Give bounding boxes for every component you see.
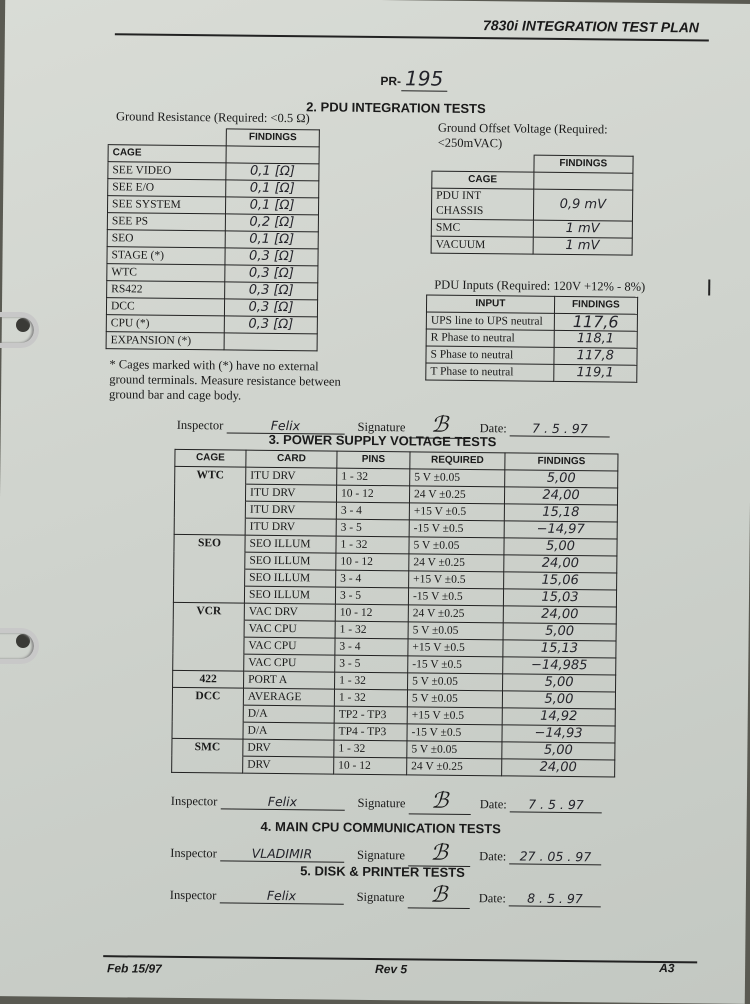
card-cell: VAC CPU: [244, 654, 335, 672]
cage-cell: SEE E/O: [108, 179, 226, 197]
ground-offset-table: [431, 154, 634, 256]
card-cell: ITU DRV: [245, 518, 336, 536]
cage-cell: DCC: [106, 298, 224, 316]
cage-cell: SEE PS: [107, 213, 225, 231]
pr-label: PR-: [380, 74, 402, 89]
required-cell: 5 V ±0.05: [410, 469, 505, 487]
cage-cell: [174, 568, 245, 586]
inspector-label: Inspector: [170, 845, 217, 861]
cage-cell: WTC: [107, 264, 225, 282]
input-cell: T Phase to neutral: [426, 363, 554, 381]
signature-label: Signature: [357, 795, 406, 811]
ground-offset-caption-2: <250mVAC): [437, 135, 503, 151]
pins-cell: 3 - 5: [336, 519, 409, 537]
cage-cell: [173, 585, 244, 603]
finding-cell: 0,2 [Ω]: [225, 214, 318, 232]
finding-cell: −14,97: [504, 521, 617, 539]
power-supply-table: [171, 449, 618, 778]
required-cell: -15 V ±0.5: [409, 520, 504, 538]
pins-cell: 1 - 32: [334, 689, 407, 707]
date-label: Date:: [479, 849, 507, 864]
finding-cell: 5,00: [503, 674, 616, 692]
signature-label: Signature: [357, 419, 406, 435]
card-cell: ITU DRV: [245, 484, 336, 502]
required-cell: 24 V ±0.25: [407, 758, 502, 776]
cage-cell: DCC: [172, 687, 243, 705]
binder-ring: [0, 628, 39, 664]
input-cell: UPS line to UPS neutral: [426, 312, 554, 330]
finding-cell: 0,9 mV: [533, 189, 633, 221]
card-cell: ITU DRV: [246, 467, 337, 485]
col-findings: FINDINGS: [533, 155, 633, 173]
table-row: [107, 264, 318, 283]
cage-cell: EXPANSION (*): [106, 332, 224, 350]
required-cell: +15 V ±0.5: [408, 639, 503, 657]
col-card: CARD: [246, 450, 337, 468]
ground-offset-caption: [438, 121, 608, 153]
pins-cell: 3 - 4: [336, 570, 409, 588]
table-row: [431, 188, 632, 221]
cage-cell: [174, 517, 245, 535]
finding-cell: 24,00: [503, 606, 616, 624]
pr-number: [380, 66, 447, 91]
pins-cell: 1 - 32: [335, 672, 408, 690]
col-cage: CAGE: [432, 171, 534, 189]
required-cell: +15 V ±0.5: [409, 571, 504, 589]
finding-cell: 24,00: [502, 759, 615, 777]
cage-cell: [172, 755, 243, 773]
date-value: 7 . 5 . 97: [510, 796, 602, 813]
date-value: 7 . 5 . 97: [510, 420, 610, 437]
col-required: REQUIRED: [410, 452, 505, 470]
pins-cell: 10 - 12: [334, 757, 407, 775]
table-row: [107, 247, 318, 266]
table-row: [107, 230, 318, 249]
finding-cell: 119,1: [553, 364, 637, 382]
pdu-inputs-caption: PDU Inputs (Required: 120V +12% - 8%): [434, 277, 646, 294]
cage-cell: CPU (*): [106, 315, 224, 333]
finding-cell: 118,1: [554, 330, 638, 348]
cage-cell: SEE VIDEO: [108, 162, 226, 180]
card-cell: VAC CPU: [244, 620, 335, 638]
footer-page: A3: [659, 961, 675, 976]
table-row: [107, 196, 318, 215]
signature-mark: ℬ: [408, 882, 470, 909]
card-cell: PORT A: [244, 671, 335, 689]
col-findings: FINDINGS: [505, 453, 618, 471]
card-cell: AVERAGE: [243, 688, 334, 706]
required-cell: 24 V ±0.25: [409, 554, 504, 572]
required-cell: -15 V ±0.5: [408, 656, 503, 674]
date-label: Date:: [478, 891, 506, 906]
date-value: 27 . 05 . 97: [509, 848, 601, 865]
card-cell: SEO ILLUM: [244, 586, 335, 604]
finding-cell: 0,1 [Ω]: [226, 163, 319, 181]
required-cell: 5 V ±0.05: [408, 622, 503, 640]
inspector-label: Inspector: [170, 793, 218, 809]
date-value: 8 . 5 . 97: [509, 890, 601, 907]
cage-note: [109, 357, 341, 404]
inspector-name: Felix: [220, 793, 344, 810]
cage-cell: SMC: [431, 219, 533, 237]
table-row: [426, 329, 637, 348]
cage-cell: [173, 619, 244, 637]
pins-cell: 3 - 5: [335, 587, 408, 605]
finding-cell: 0,1 [Ω]: [225, 231, 318, 249]
finding-cell: 117,6: [554, 313, 638, 331]
col-findings: FINDINGS: [554, 296, 638, 314]
col-pins: PINS: [337, 451, 410, 469]
col-cage: CAGE: [108, 145, 226, 163]
finding-cell: 5,00: [502, 691, 615, 709]
table-row: [107, 281, 318, 300]
pins-cell: 3 - 4: [336, 502, 409, 520]
finding-cell: 15,06: [504, 572, 617, 590]
table-row: [108, 162, 319, 181]
card-cell: DRV: [243, 739, 334, 757]
margin-mark: [708, 279, 710, 295]
pdu-inputs-rows: [426, 312, 638, 382]
finding-cell: 0,3 [Ω]: [225, 248, 318, 266]
ground-offset-caption-1: Ground Offset Voltage (Required:: [437, 120, 608, 137]
col-findings: FINDINGS: [226, 129, 319, 147]
cage-cell: [173, 653, 244, 671]
pins-cell: 1 - 32: [334, 740, 407, 758]
finding-cell: 0,3 [Ω]: [225, 265, 318, 283]
cage-cell: [172, 721, 243, 739]
card-cell: SEO ILLUM: [245, 535, 336, 553]
finding-cell: 15,03: [503, 589, 616, 607]
card-cell: SEO ILLUM: [245, 552, 336, 570]
table-row: [106, 315, 317, 334]
finding-cell: 5,00: [504, 538, 617, 556]
pdu-inputs-table: [425, 295, 638, 383]
cage-cell: [173, 636, 244, 654]
table-row: [426, 363, 637, 382]
table-row: [431, 219, 632, 238]
col-cage: CAGE: [175, 449, 246, 467]
pr-value: 195: [401, 66, 447, 91]
required-cell: +15 V ±0.5: [407, 707, 502, 725]
pins-cell: TP2 - TP3: [334, 706, 407, 724]
required-cell: 5 V ±0.05: [407, 690, 502, 708]
card-cell: D/A: [243, 722, 334, 740]
cage-cell: SEE SYSTEM: [107, 196, 225, 214]
note-line-2: ground terminals. Measure resistance between: [109, 372, 341, 389]
pins-cell: 1 - 32: [337, 468, 410, 486]
finding-cell: 5,00: [503, 623, 616, 641]
required-cell: -15 V ±0.5: [408, 588, 503, 606]
required-cell: -15 V ±0.5: [407, 724, 502, 742]
table-row: [426, 346, 637, 365]
required-cell: 24 V ±0.25: [409, 486, 504, 504]
cage-cell: [172, 704, 243, 722]
pins-cell: 1 - 32: [335, 621, 408, 639]
pins-cell: 10 - 12: [336, 553, 409, 571]
card-cell: VAC DRV: [244, 603, 335, 621]
table-row: [106, 298, 317, 317]
required-cell: 5 V ±0.05: [408, 673, 503, 691]
finding-cell: 0,3 [Ω]: [224, 316, 317, 334]
inspector-name: Felix: [219, 887, 343, 904]
inspector-name: VLADIMIR: [220, 845, 344, 862]
cage-cell: [174, 483, 245, 501]
section-5-inspector-row: [170, 880, 601, 911]
cage-cell: PDU INT CHASSIS: [431, 188, 533, 220]
footer-date: Feb 15/97: [107, 961, 162, 976]
date-label: Date:: [479, 797, 507, 812]
finding-cell: 24,00: [504, 487, 617, 505]
cage-cell: SMC: [172, 738, 243, 756]
finding-cell: 5,00: [502, 742, 615, 760]
finding-cell: 0,3 [Ω]: [224, 299, 317, 317]
finding-cell: 0,3 [Ω]: [225, 282, 318, 300]
inspector-label: Inspector: [176, 417, 224, 433]
pins-cell: TP4 - TP3: [334, 723, 407, 741]
section-3-inspector-row: [171, 786, 602, 817]
card-cell: SEO ILLUM: [245, 569, 336, 587]
section-5-title: 5. DISK & PRINTER TESTS: [300, 863, 465, 880]
pins-cell: 10 - 12: [335, 604, 408, 622]
footer-revision: Rev 5: [375, 962, 408, 977]
ground-resistance-caption: Ground Resistance (Required: <0.5 Ω): [115, 109, 310, 126]
inspector-label: Inspector: [169, 887, 217, 903]
signature-mark: ℬ: [408, 840, 470, 867]
section-3-title: 3. POWER SUPPLY VOLTAGE TESTS: [268, 431, 497, 450]
finding-cell: 0,1 [Ω]: [226, 180, 319, 198]
input-cell: S Phase to neutral: [426, 346, 554, 364]
finding-cell: 15,13: [503, 640, 616, 658]
power-supply-rows: [172, 466, 618, 777]
binder-ring: [0, 312, 39, 348]
card-cell: D/A: [243, 705, 334, 723]
note-line-1: * Cages marked with (*) have no external: [109, 357, 319, 374]
cage-cell: VCR: [173, 602, 244, 620]
finding-cell: −14,93: [502, 725, 615, 743]
cage-cell: [174, 551, 245, 569]
required-cell: 5 V ±0.05: [409, 537, 504, 555]
ground-resistance-rows: [106, 162, 319, 351]
table-row: [426, 312, 637, 331]
pins-cell: 1 - 32: [336, 536, 409, 554]
finding-cell: [224, 333, 317, 351]
finding-cell: 117,8: [554, 347, 638, 365]
pins-cell: 3 - 5: [335, 655, 408, 673]
cage-cell: STAGE (*): [107, 247, 225, 265]
section-2-title: 2. PDU INTEGRATION TESTS: [306, 99, 486, 117]
required-cell: 5 V ±0.05: [407, 741, 502, 759]
note-line-3: ground bar and cage body.: [109, 387, 242, 403]
inspector-name: Felix: [226, 417, 344, 434]
finding-cell: 0,1 [Ω]: [225, 197, 318, 215]
input-cell: R Phase to neutral: [426, 329, 554, 347]
ground-resistance-table: [106, 127, 320, 351]
signature-label: Signature: [356, 847, 406, 863]
table-row: [106, 332, 317, 351]
cage-cell: SEO: [174, 534, 245, 552]
date-label: Date:: [479, 421, 507, 436]
finding-cell: 1 mV: [533, 220, 633, 238]
pins-cell: 3 - 4: [335, 638, 408, 656]
required-cell: 24 V ±0.25: [408, 605, 503, 623]
card-cell: DRV: [243, 756, 334, 774]
finding-cell: −14,985: [503, 657, 616, 675]
signature-mark: ℬ: [408, 412, 470, 439]
signature-mark: ℬ: [409, 788, 471, 815]
finding-cell: 15,18: [504, 504, 617, 522]
cage-cell: VACUUM: [431, 236, 533, 254]
card-cell: VAC CPU: [244, 637, 335, 655]
cage-cell: [174, 500, 245, 518]
pins-cell: 10 - 12: [336, 485, 409, 503]
section-4-title: 4. MAIN CPU COMMUNICATION TESTS: [260, 818, 501, 837]
table-row: [431, 236, 632, 255]
finding-cell: 24,00: [504, 555, 617, 573]
cage-cell: WTC: [175, 466, 246, 484]
col-input: INPUT: [426, 295, 554, 313]
ground-offset-rows: [431, 188, 633, 255]
document-title: 7830i INTEGRATION TEST PLAN: [482, 17, 700, 36]
finding-cell: 14,92: [502, 708, 615, 726]
finding-cell: 5,00: [505, 470, 618, 488]
cage-cell: RS422: [107, 281, 225, 299]
finding-cell: 1 mV: [533, 237, 633, 255]
cage-cell: 422: [173, 670, 244, 688]
card-cell: ITU DRV: [245, 501, 336, 519]
cage-cell: SEO: [107, 230, 225, 248]
required-cell: +15 V ±0.5: [409, 503, 504, 521]
signature-label: Signature: [356, 889, 405, 905]
table-row: [107, 213, 318, 232]
table-row: [108, 179, 319, 198]
